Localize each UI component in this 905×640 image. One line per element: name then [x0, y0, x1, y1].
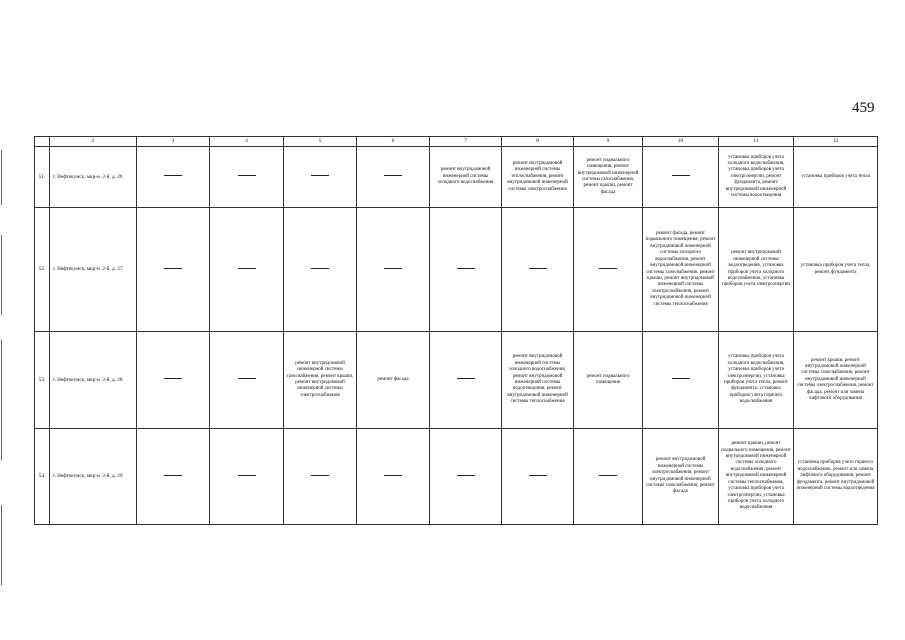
- dash-mark: [384, 475, 402, 476]
- empty-cell: [137, 429, 210, 525]
- empty-cell: [502, 208, 574, 332]
- empty-cell: [210, 208, 284, 332]
- row-number: 53.: [35, 332, 50, 429]
- work-description-cell: ремонт крыши, ремонт внутридомовой инженерной системы газоснабжения, ремонт внутридомовой инженерной системы электроснабжения, ремонт фасада, ремонт или замена лифтового оборудования: [794, 332, 878, 429]
- work-description-cell: ремонт внутридомовой инженерной системы электроснабжения, ремонт внутридомовой инженерной системы газоснабжения, ремонт фасада: [643, 429, 719, 525]
- work-description-cell: ремонт внутридомовой инженерной системы газоснабжения, ремонт крыши, ремонт внутридомовой инженерной системы электроснабжения: [284, 332, 357, 429]
- dash-mark: [599, 268, 617, 269]
- empty-cell: [357, 208, 430, 332]
- work-description-cell: ремонт фасада: [357, 332, 430, 429]
- empty-cell: [210, 332, 284, 429]
- address-cell: г. Нефтекумск, мкр-н. 2-й, д. 26: [50, 147, 137, 208]
- work-description-cell: ремонт крыши, ремонт подвального помещения, ремонт внутридомовой инженерной системы холодного водоснабжения, ремонт внутридомовой инженерной системы теплоснабжения, установка приборов учета электроэнергии, установка приборов учета холодного водоснабжения: [719, 429, 794, 525]
- column-header: 2: [50, 137, 137, 147]
- dash-mark: [164, 268, 182, 269]
- work-description-cell: ремонт внутридомовой инженерной системы теплоснабжения, ремонт внутридомовой инженерной системы электроснабжения: [502, 147, 574, 208]
- table-row: [35, 332, 878, 429]
- column-header: 12: [794, 137, 878, 147]
- scan-margin-line: [1, 340, 2, 460]
- empty-cell: [284, 147, 357, 208]
- scan-margin-line: [1, 505, 2, 585]
- column-header: 3: [137, 137, 210, 147]
- work-description-cell: установка приборов учета тепла, ремонт фундамента: [794, 208, 878, 332]
- dash-mark: [529, 475, 547, 476]
- scan-margin-line: [1, 235, 2, 315]
- column-header: 6: [357, 137, 430, 147]
- dash-mark: [164, 175, 182, 176]
- empty-cell: [210, 429, 284, 525]
- dash-mark: [238, 475, 256, 476]
- row-number: 52.: [35, 208, 50, 332]
- empty-cell: [643, 332, 719, 429]
- work-description-cell: ремонт подвального помещения, ремонт внутридомовой инженерной системы газоснабжения, ремонт крыши, ремонт фасада: [574, 147, 643, 208]
- dash-mark: [164, 378, 182, 379]
- work-description-cell: установка приборов учета тепла: [794, 147, 878, 208]
- empty-cell: [430, 208, 502, 332]
- work-description-cell: ремонт внутридомовой инженерной системы холодного водоснабжения, ремонт внутридомовой инженерной системы водоотведения, ремонт внутридомовой инженерной системы теплоснабжения: [502, 332, 574, 429]
- dash-mark: [384, 268, 402, 269]
- empty-cell: [430, 429, 502, 525]
- row-number: 54.: [35, 429, 50, 525]
- address-cell: г. Нефтекумск, мкр-н. 2-й, д. 28: [50, 332, 137, 429]
- column-header: 11: [719, 137, 794, 147]
- dash-mark: [238, 268, 256, 269]
- empty-cell: [284, 208, 357, 332]
- work-description-cell: ремонт подвального помещения: [574, 332, 643, 429]
- column-header: 8: [502, 137, 574, 147]
- column-header: 4: [210, 137, 284, 147]
- dash-mark: [457, 475, 475, 476]
- empty-cell: [284, 429, 357, 525]
- column-number-row: [35, 137, 878, 147]
- empty-cell: [137, 147, 210, 208]
- dash-mark: [457, 268, 475, 269]
- table-row: [35, 147, 878, 208]
- scan-margin-line: [1, 150, 2, 205]
- dash-mark: [457, 378, 475, 379]
- table-row: [35, 208, 878, 332]
- dash-mark: [164, 475, 182, 476]
- empty-cell: [430, 332, 502, 429]
- work-description-cell: установка приборов учета холодного водоснабжения, установка приборов учета электроэнергии, ремонт фундамента, ремонт внутридомовой инженерной системы водоотведения: [719, 147, 794, 208]
- work-description-cell: ремонт внутридомовой инженерной системы холодного водоснабжения: [430, 147, 502, 208]
- table-row: [35, 429, 878, 525]
- address-cell: г. Нефтекумск, мкр-н. 2-й, д. 29: [50, 429, 137, 525]
- dash-mark: [311, 268, 329, 269]
- dash-mark: [238, 378, 256, 379]
- column-header: 10: [643, 137, 719, 147]
- repair-schedule-table: [34, 136, 878, 525]
- column-header: 5: [284, 137, 357, 147]
- dash-mark: [311, 475, 329, 476]
- dash-mark: [672, 175, 690, 176]
- empty-cell: [357, 147, 430, 208]
- column-header: [35, 137, 50, 147]
- empty-cell: [137, 332, 210, 429]
- dash-mark: [599, 475, 617, 476]
- column-header: 9: [574, 137, 643, 147]
- empty-cell: [574, 429, 643, 525]
- dash-mark: [672, 378, 690, 379]
- column-header: 7: [430, 137, 502, 147]
- empty-cell: [210, 147, 284, 208]
- dash-mark: [529, 268, 547, 269]
- address-cell: г. Нефтекумск, мкр-н. 2-й, д. 27: [50, 208, 137, 332]
- empty-cell: [502, 429, 574, 525]
- dash-mark: [238, 175, 256, 176]
- empty-cell: [357, 429, 430, 525]
- row-number: 51.: [35, 147, 50, 208]
- empty-cell: [574, 208, 643, 332]
- work-description-cell: ремонт фасада, ремонт подвального помещения, ремонт внутридомовой инженерной системы холодного водоснабжения, ремонт внутридомовой инженерной системы газоснабжения, ремонт крыши, ремонт внутридомовой инженерной системы электроснабжения, ремонт внутридомовой инженерной системы теплоснабжения: [643, 208, 719, 332]
- page-number: 459: [852, 100, 875, 116]
- work-description-cell: ремонт внутридомовой инженерной системы водоотведения, установка приборов учета холодного водоснабжения, установка приборов учета электроэнергии: [719, 208, 794, 332]
- dash-mark: [311, 175, 329, 176]
- work-description-cell: установка приборов учета холодного водоснабжения, установка приборов учета электроэнергии, установка приборов учета тепла, ремонт фундамента, установка приборов учета горячего водоснабжения: [719, 332, 794, 429]
- work-description-cell: установка приборов учета горячего водоснабжения, ремонт или замена лифтового оборудования, ремонт фундамента, ремонт внутридомовой инженерной системы водоотведения: [794, 429, 878, 525]
- dash-mark: [384, 175, 402, 176]
- empty-cell: [643, 147, 719, 208]
- empty-cell: [137, 208, 210, 332]
